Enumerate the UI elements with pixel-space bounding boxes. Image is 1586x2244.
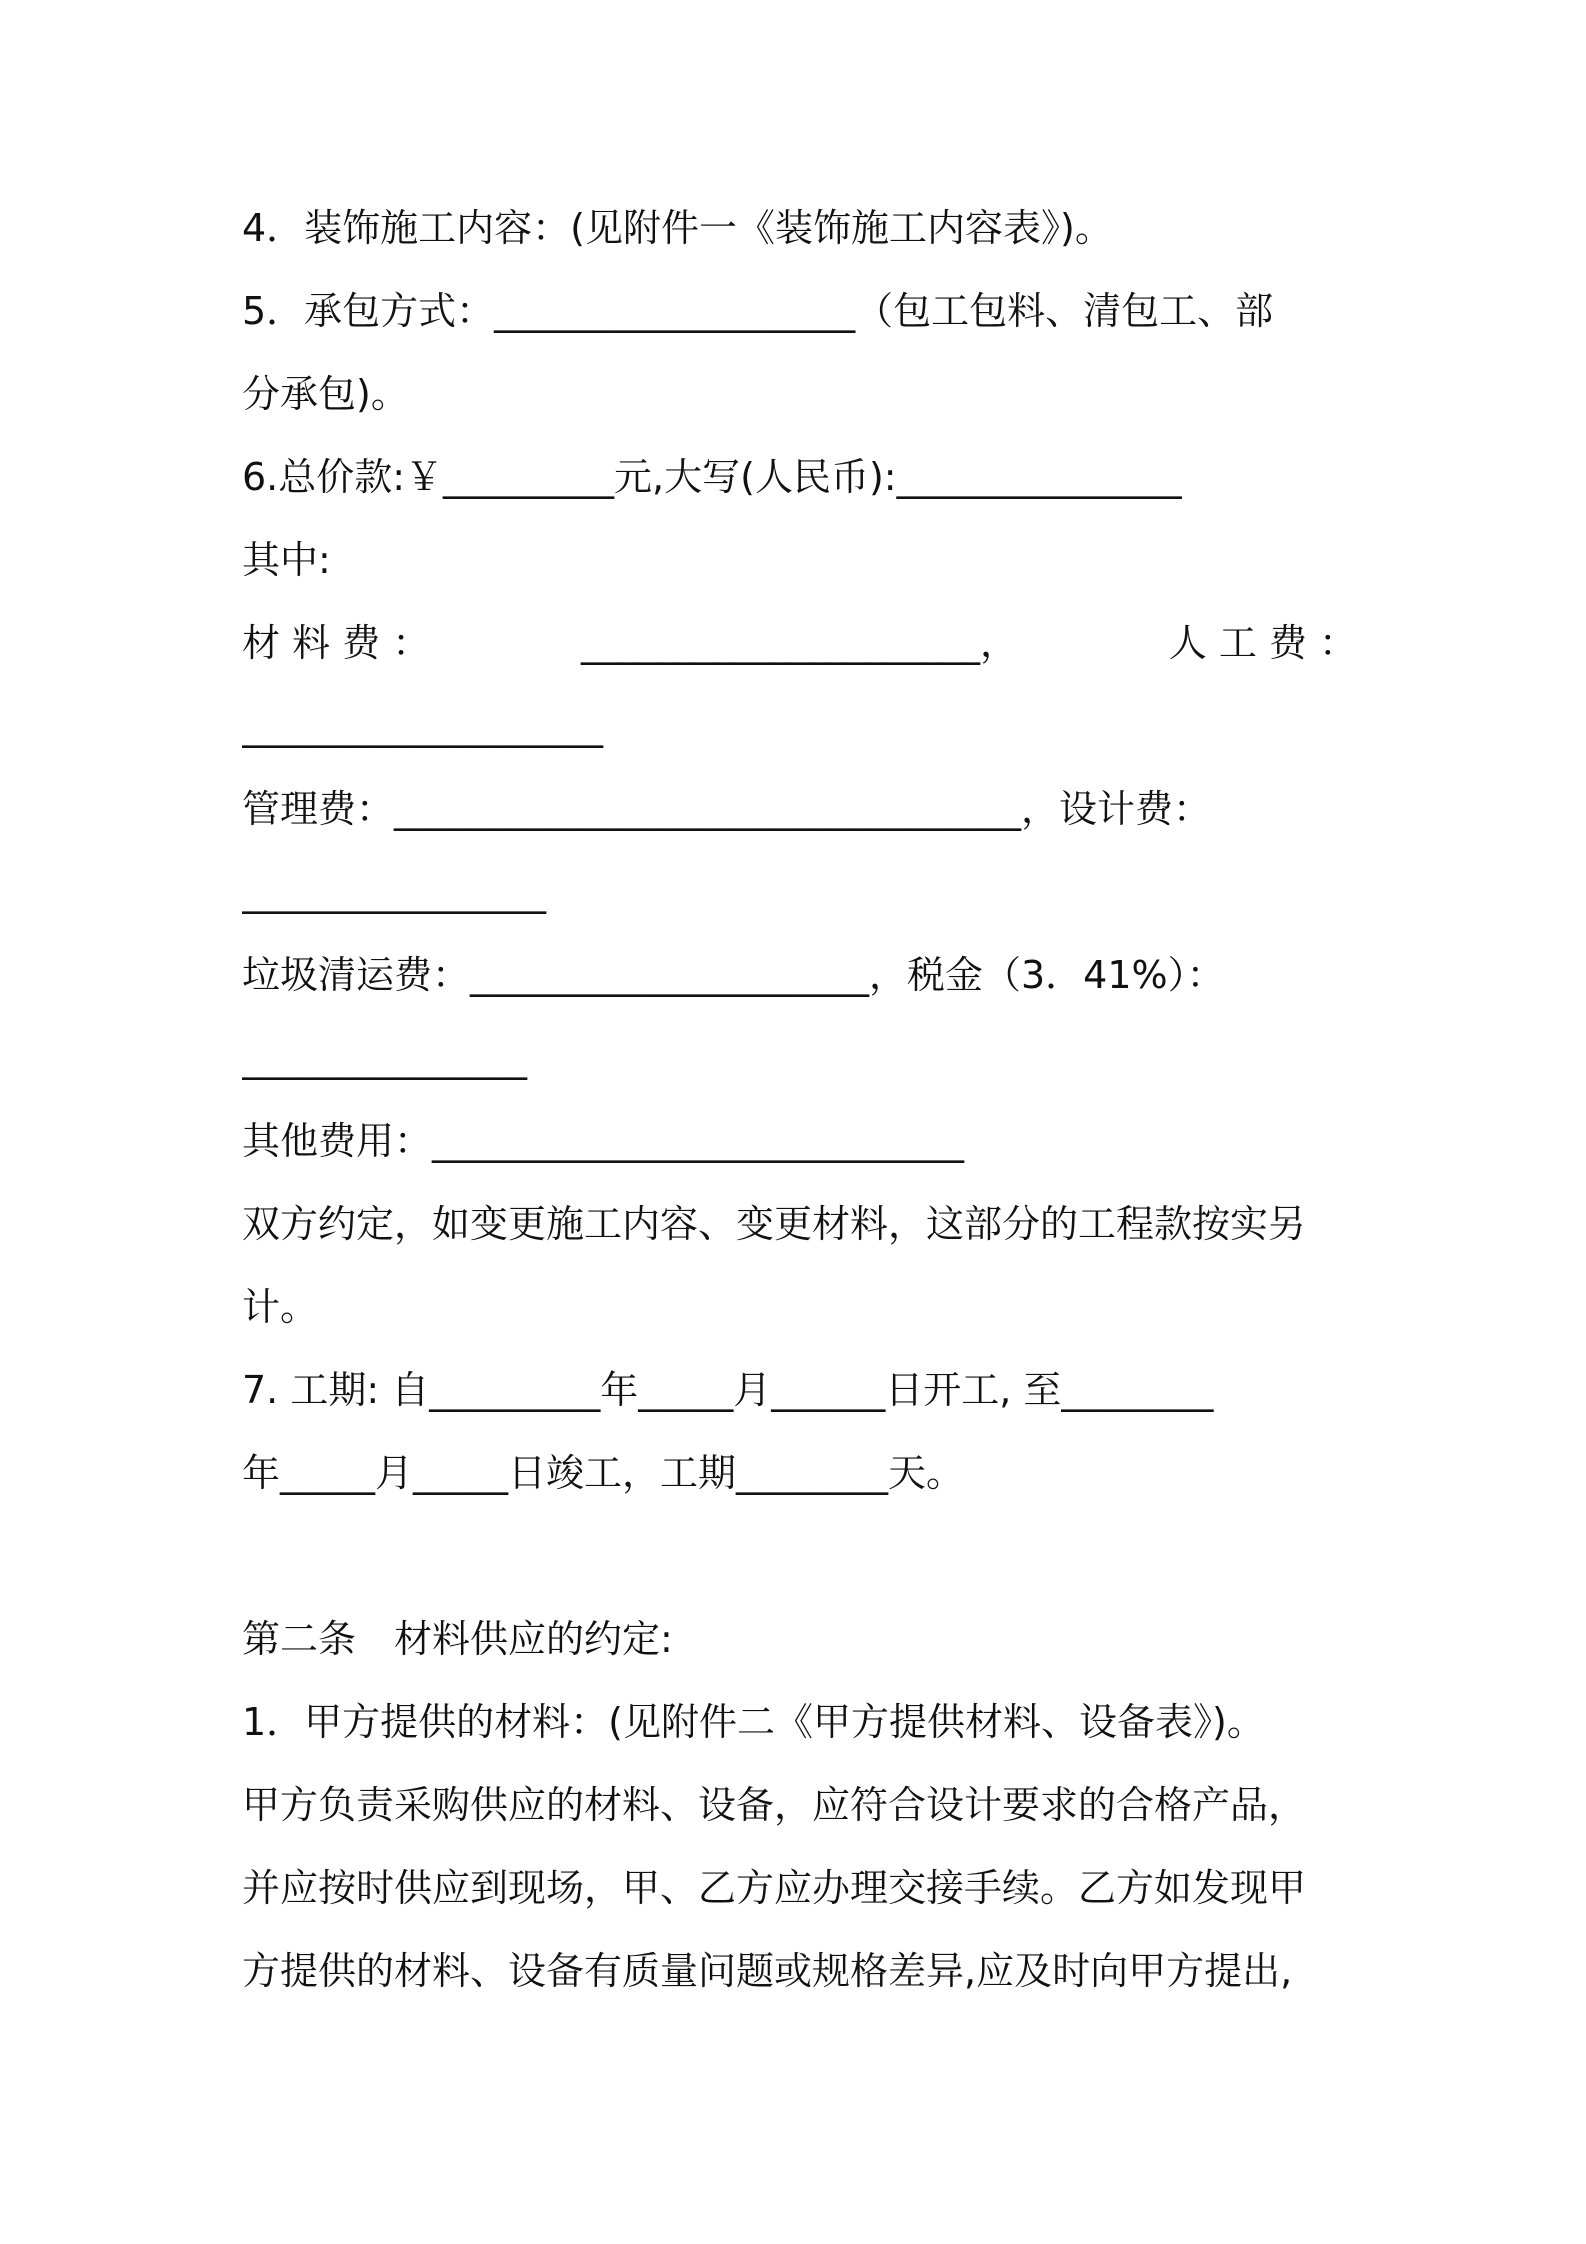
clause-7-duration: 7. 工期: 自_________年_____月______日开工, 至________	[242, 1368, 1214, 1412]
clause-7-duration-cont: 年_____月_____日竣工，工期________天。	[242, 1451, 965, 1495]
change-agreement-cont: 计。	[242, 1285, 319, 1329]
article-2-paragraph-line-3: 方提供的材料、设备有质量问题或规格差异,应及时向甲方提出,	[242, 1949, 1293, 1993]
clause-5-contract-method: 5．承包方式：___________________（包工包料、清包工、部	[242, 289, 1274, 333]
material-fee-blank: _____________________，	[580, 621, 1018, 665]
change-agreement-line: 双方约定，如变更施工内容、变更材料，这部分的工程款按实另	[242, 1202, 1307, 1246]
other-fees-line: 其他费用：____________________________	[242, 1119, 965, 1163]
material-fee-label: 材 料 费 ：	[242, 621, 431, 665]
clause-6-total-price: 6.总价款:￥_________元,大写(人民币):_______________	[242, 455, 1182, 499]
labor-fee-label: 人 工 费 ：	[1168, 621, 1357, 665]
garbage-tax-line: 垃圾清运费：_____________________，税金（3．41%）：	[242, 953, 1225, 997]
clause-4-decoration-content: 4．装饰施工内容：(见附件一《装饰施工内容表》)。	[242, 206, 1113, 250]
article-2-paragraph-line-2: 并应按时供应到现场，甲、乙方应办理交接手续。乙方如发现甲	[242, 1866, 1307, 1910]
material-labor-fee-line	[242, 618, 1357, 668]
article-2-item-1: 1．甲方提供的材料：(见附件二《甲方提供材料、设备表》)。	[242, 1700, 1265, 1744]
design-fee-blank: ________________	[242, 870, 546, 914]
tax-blank: _______________	[242, 1036, 527, 1080]
article-2-paragraph-line-1: 甲方负责采购供应的材料、设备，应符合设计要求的合格产品，	[242, 1783, 1307, 1827]
management-design-fee-line: 管理费：_________________________________，设计费：	[242, 787, 1212, 831]
article-2-heading: 第二条 材料供应的约定:	[242, 1617, 673, 1661]
labor-fee-blank: ___________________	[242, 704, 603, 748]
clause-5-contract-method-cont: 分承包)。	[242, 372, 409, 416]
clause-6-among-label: 其中:	[242, 538, 331, 582]
